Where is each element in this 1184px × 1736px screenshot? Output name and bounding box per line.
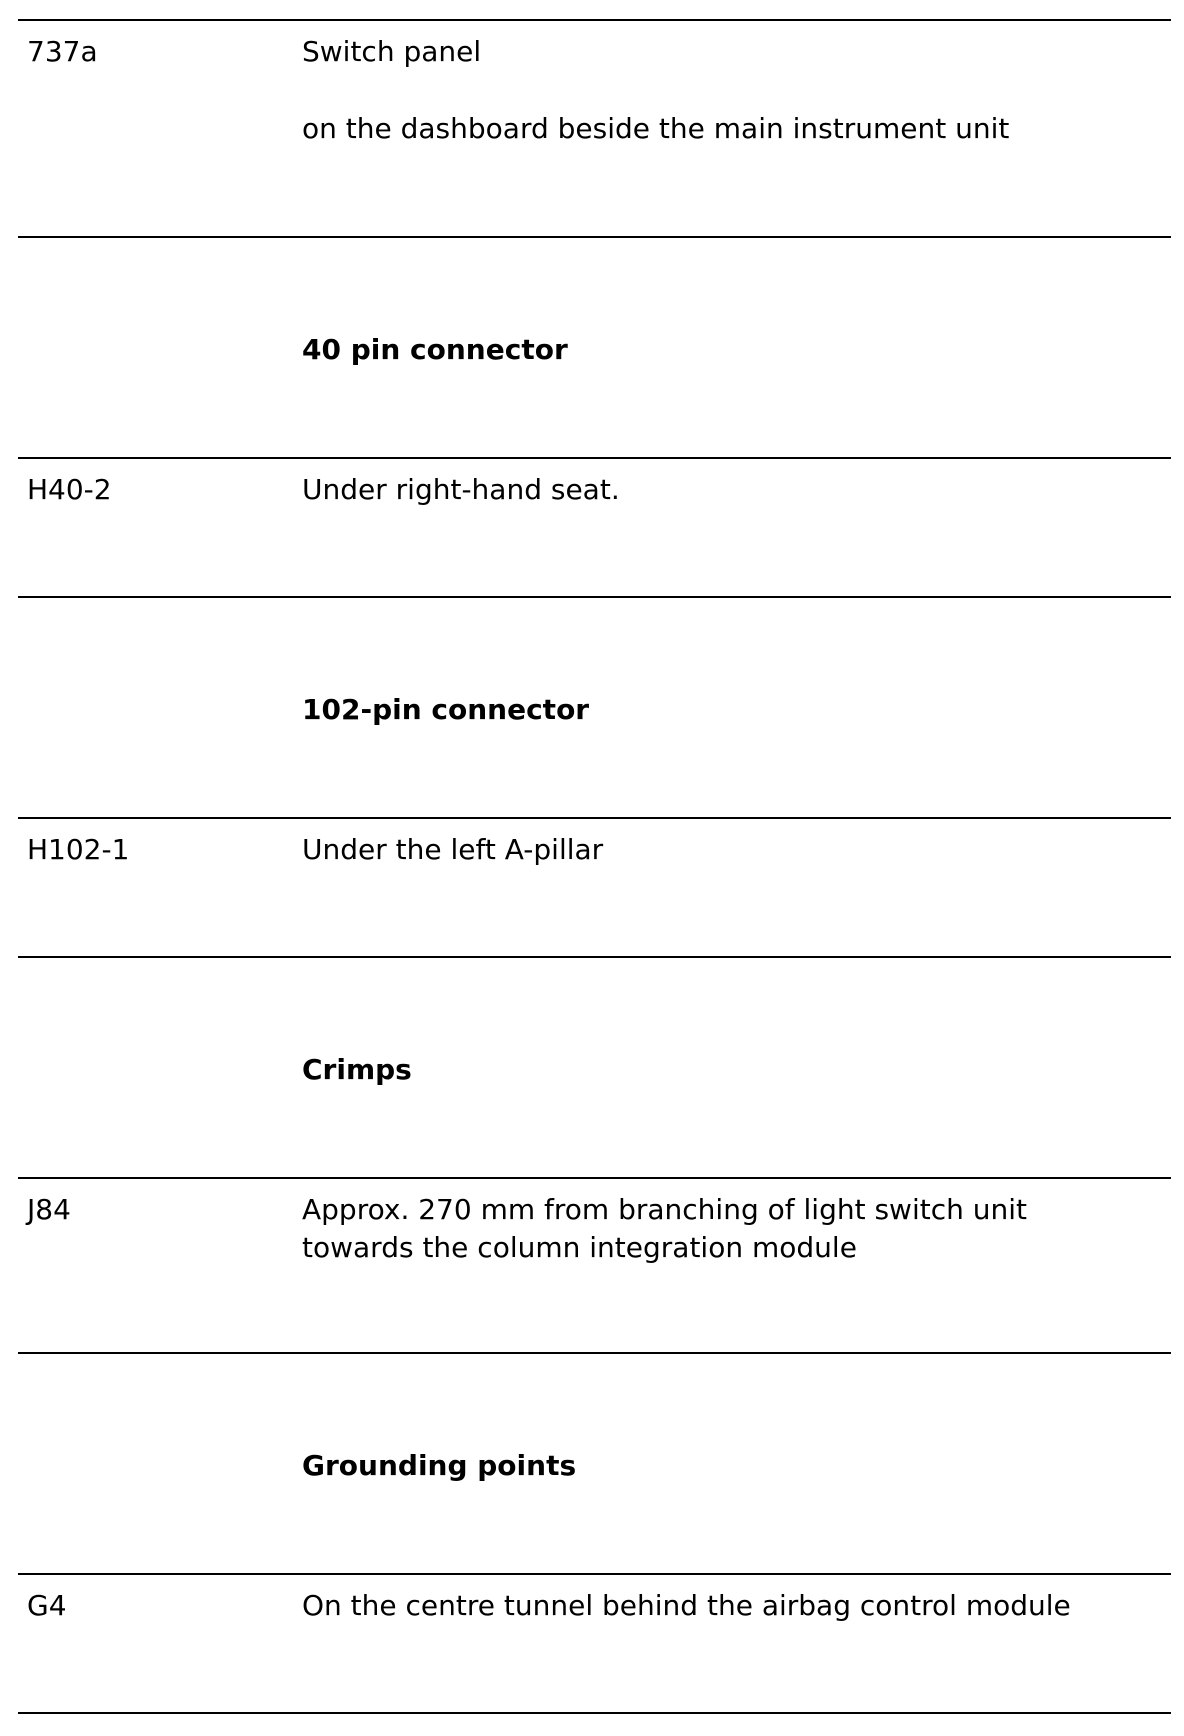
table-rule (18, 1712, 1171, 1714)
section-heading: 102-pin connector (302, 693, 590, 726)
component-code: G4 (27, 1589, 67, 1622)
table-rule (18, 457, 1171, 459)
table-rule (18, 1573, 1171, 1575)
table-rule (18, 596, 1171, 598)
table-rule (18, 1177, 1171, 1179)
component-location: On the centre tunnel behind the airbag control module (302, 1589, 1071, 1622)
component-code: H40-2 (27, 473, 112, 506)
location-line: Approx. 270 mm from branching of light switch unit (302, 1193, 1028, 1226)
section-heading: Grounding points (302, 1449, 577, 1482)
section-heading: Crimps (302, 1053, 412, 1086)
table-rule (18, 236, 1171, 238)
table-rule (18, 19, 1171, 21)
component-title: Switch panel (302, 35, 482, 68)
table-rule (18, 956, 1171, 958)
component-location: Under the left A-pillar (302, 833, 604, 866)
location-line: towards the column integration module (302, 1231, 857, 1264)
component-code: H102-1 (27, 833, 130, 866)
component-location: Under right-hand seat. (302, 473, 620, 506)
component-location: on the dashboard beside the main instrument unit (302, 112, 1010, 145)
table-rule (18, 817, 1171, 819)
section-heading: 40 pin connector (302, 333, 568, 366)
component-code: J84 (27, 1193, 71, 1226)
table-rule (18, 1352, 1171, 1354)
component-location (302, 1191, 1027, 1267)
component-code: 737a (27, 35, 98, 68)
